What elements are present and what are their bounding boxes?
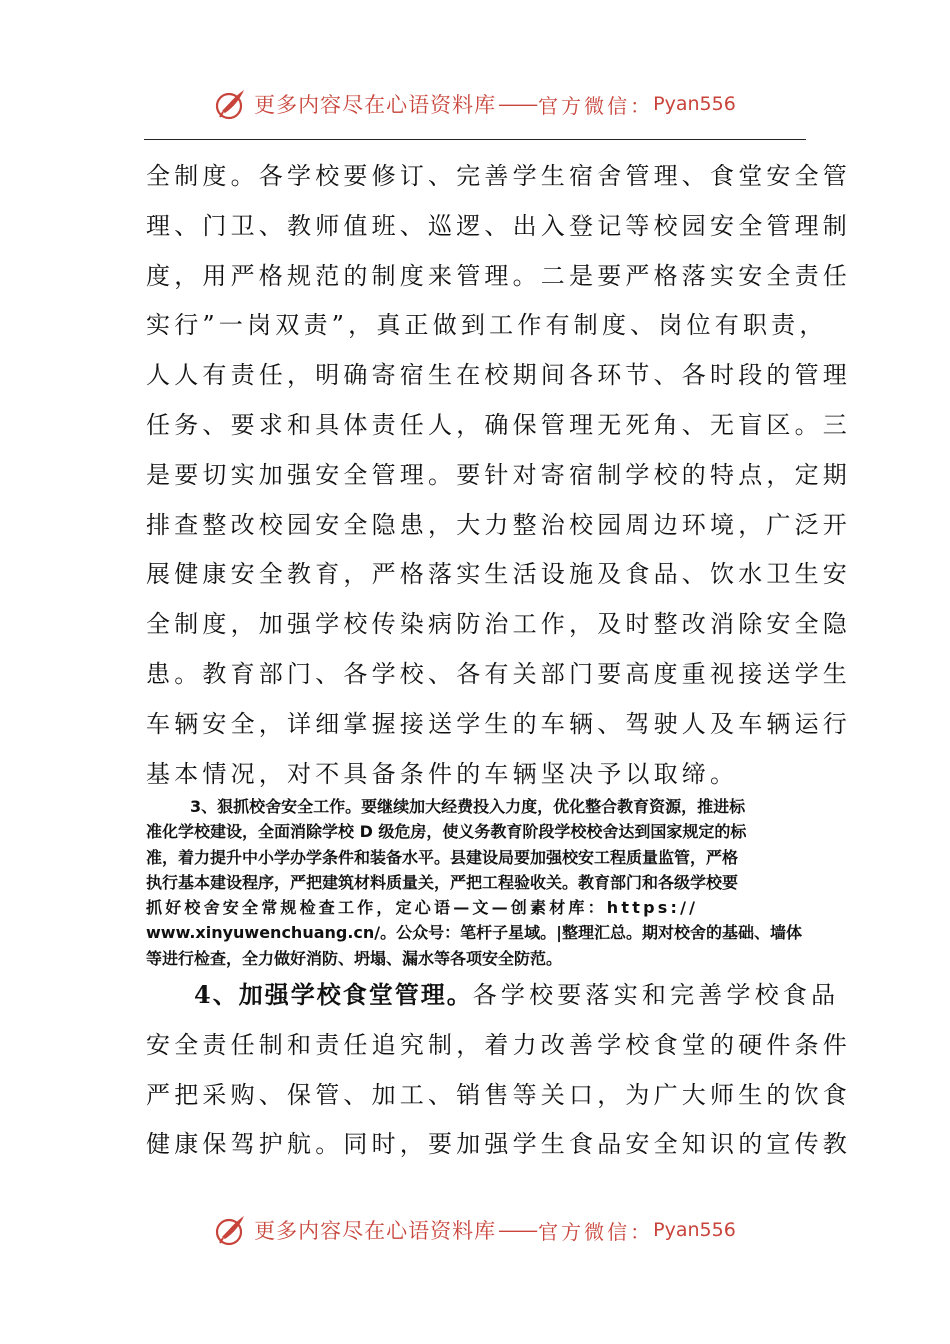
quill-pen-logo-icon xyxy=(214,87,248,121)
text-line: 度，用严格规范的制度来管理。二是要严格落实安全责任 xyxy=(146,261,851,290)
text-line: 抓好校舍安全常规检查工作，定心语—文—创素材库：https:// xyxy=(146,898,699,918)
text-line: 展健康安全教育，严格落实生活设施及食品、饮水卫生安 xyxy=(146,560,851,589)
text-line: 3、狠抓校舍安全工作。要继续加大经费投入力度，优化整合教育资源，推进标 xyxy=(190,797,746,816)
text-line: 理、门卫、教师值班、巡逻、出入登记等校园安全管理制 xyxy=(146,211,851,240)
text-line: 准化学校建设，全面消除学校 D 级危房，使义务教育阶段学校校舍达到国家规定的标 xyxy=(146,822,747,842)
text-line: www.xinyuwenchuang.cn/。公众号：笔杆子星域。|整理汇总。期对校舍的基础、墙体 xyxy=(146,923,802,943)
banner-wechat-id: Pyan556 xyxy=(653,93,736,115)
footer-banner xyxy=(0,1208,950,1252)
paragraph-3 xyxy=(146,970,851,1170)
banner-suffix: 官方微信： xyxy=(538,1219,654,1244)
banner-prefix: 更多内容尽在心语资料库 xyxy=(254,1219,497,1243)
text-line: 安全责任制和责任追究制，着力改善学校食堂的硬件条件 xyxy=(146,1030,851,1059)
text-line: 基本情况，对不具备条件的车辆坚决予以取缔。 xyxy=(146,759,739,788)
text-line: 人人有责任，明确寄宿生在校期间各环节、各时段的管理 xyxy=(146,361,851,390)
quill-pen-logo-icon xyxy=(214,1213,248,1247)
paragraph-1 xyxy=(146,152,851,799)
text-line xyxy=(146,970,840,1021)
banner-dash: —— xyxy=(498,1218,537,1242)
text-line: 排查整改校园安全隐患，大力整治校园周边环境，广泛开 xyxy=(146,510,851,539)
paragraph-2 xyxy=(146,794,808,971)
text-line: 准，着力提升中小学办学条件和装备水平。县建设局要加强校安工程质量监管，严格 xyxy=(146,847,739,867)
text-line: 实行”一岗双责”，真正做到工作有制度、岗位有职责， xyxy=(146,311,828,340)
text-line: 执行基本建设程序，严把建筑材料质量关，严把工程验收关。教育部门和各级学校要 xyxy=(146,872,739,892)
banner-dash: —— xyxy=(498,92,537,116)
text-line: 车辆安全，详细掌握接送学生的车辆、驾驶人及车辆运行 xyxy=(146,709,851,738)
section-heading: 4、加强学校食堂管理。 xyxy=(194,980,473,1009)
banner-suffix: 官方微信： xyxy=(538,93,654,118)
text-line: 患。教育部门、各学校、各有关部门要高度重视接送学生 xyxy=(146,659,851,688)
text-line: 健康保驾护航。同时，要加强学生食品安全知识的宣传教 xyxy=(146,1130,851,1159)
header-divider xyxy=(144,139,806,140)
header-banner xyxy=(0,82,950,126)
text-line: 等进行检查，全力做好消防、坍塌、漏水等各项安全防范。 xyxy=(146,948,563,968)
banner-wechat-id: Pyan556 xyxy=(653,1219,736,1241)
text-line: 任务、要求和具体责任人，确保管理无死角、无盲区。三 xyxy=(146,410,851,439)
text-line: 严把采购、保管、加工、销售等关口，为广大师生的饮食 xyxy=(146,1080,851,1109)
text-fragment: 各学校要落实和完善学校食品 xyxy=(472,981,840,1009)
text-line: 全制度，加强学校传染病防治工作，及时整改消除安全隐 xyxy=(146,610,851,639)
banner-prefix: 更多内容尽在心语资料库 xyxy=(254,93,497,117)
text-line: 是要切实加强安全管理。要针对寄宿制学校的特点，定期 xyxy=(146,460,851,489)
text-line: 全制度。各学校要修订、完善学生宿舍管理、食堂安全管 xyxy=(146,162,851,190)
